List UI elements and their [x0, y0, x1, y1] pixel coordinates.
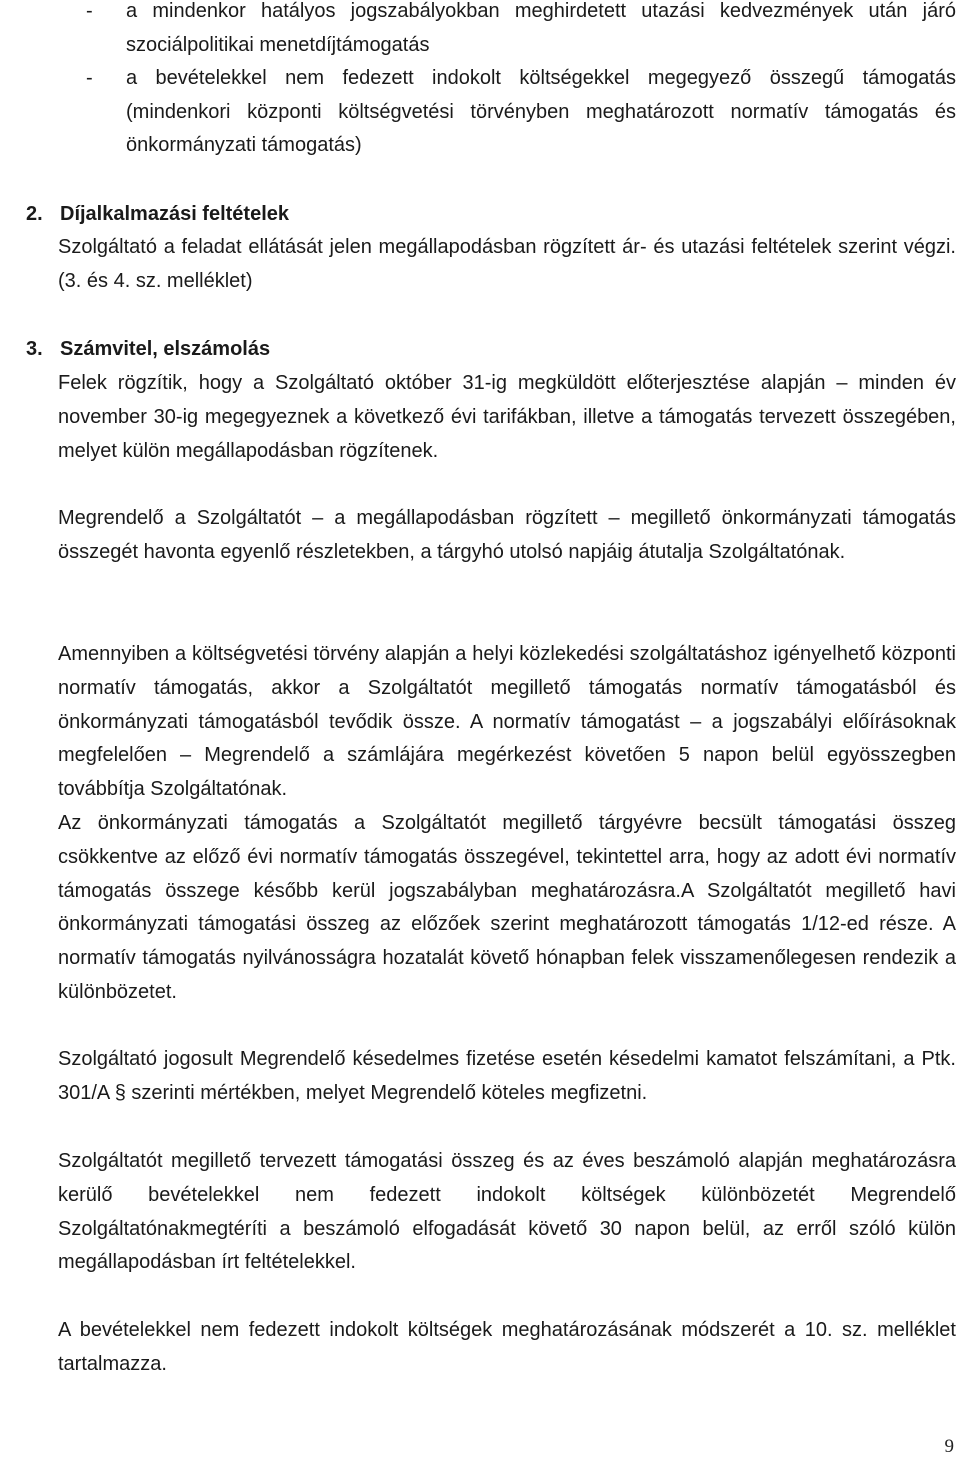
- list-item-text: a mindenkor hatályos jogszabályokban meghirdetett utazási kedvezmények után járó szociálpolitikai menetdíjtámogatás: [126, 0, 956, 56]
- list-item-text: a bevételekkel nem fedezett indokolt költségekkel megegyező összegű támogatás (mindenkori központi költségvetési törvényben meghatározott normatív támogatás és önkormányzati támogatás): [126, 67, 956, 156]
- section-title: Díjalkalmazási feltételek: [60, 203, 290, 225]
- section-number: 3.: [26, 338, 43, 360]
- list-marker: -: [86, 0, 93, 22]
- page-number: 9: [944, 1436, 954, 1457]
- list-item: [86, 0, 956, 62]
- paragraph: Szolgáltatót megillető tervezett támogatási összeg és az éves beszámoló alapján meghatározásra kerülő bevételekkel nem fedezett indokolt költségek különbözetét Megrendelő Szolgáltatónakmegtéríti a beszámoló elfogadását követő 30 napon belül, az erről szóló külön megállapodásban írt feltételekkel.: [58, 1150, 956, 1274]
- paragraph: Felek rögzítik, hogy a Szolgáltató október 31-ig megküldött előterjesztése alapján – minden év november 30-ig megegyeznek a következő évi tarifákban, illetve a támogatás tervezett összegében, melyet külön megállapodásban rögzítenek.: [58, 372, 956, 462]
- list-item: [86, 62, 956, 163]
- dash-list: [86, 0, 956, 163]
- paragraph: Szolgáltató jogosult Megrendelő késedelmes fizetése esetén késedelmi kamatot felszámítani, a Ptk. 301/A § szerinti mértékben, melyet Megrendelő köteles megfizetni.: [58, 1048, 956, 1104]
- paragraph: Szolgáltató a feladat ellátását jelen megállapodásban rögzített ár- és utazási feltételek szerint végzi. (3. és 4. sz. melléklet): [58, 236, 956, 292]
- section-heading: [26, 198, 289, 231]
- section-heading: [26, 333, 270, 366]
- paragraph: A bevételekkel nem fedezett indokolt költségek meghatározásának módszerét a 10. sz. melléklet tartalmazza.: [58, 1319, 956, 1375]
- list-marker: -: [86, 67, 93, 89]
- paragraph: Az önkormányzati támogatás a Szolgáltatót megillető tárgyévre becsült támogatási összeg csökkentve az előző évi normatív támogatás összegével, tekintettel arra, hogy az adott évi normatív támogatás összege később kerül jogszabályban meghatározásra.A Szolgáltatót megillető havi önkormányzati támogatási összeg az előzőek szerint meghatározott támogatás 1/12-ed része. A normatív támogatás nyilvánosságra hozatalát követő hónapban felek visszamenőlegesen rendezik a különbözetet.: [58, 812, 956, 1003]
- section-number: 2.: [26, 203, 43, 225]
- section-title: Számvitel, elszámolás: [60, 338, 271, 360]
- paragraph: Amennyiben a költségvetési törvény alapján a helyi közlekedési szolgáltatáshoz igényelhető központi normatív támogatás, akkor a Szolgáltatót megillető támogatás normatív támogatásból és önkormányzati támogatásból tevődik össze. A normatív támogatást – a jogszabályi előírásoknak megfelelően – Megrendelő a számlájára megérkezést követően 5 napon belül egyösszegben továbbítja Szolgáltatónak.: [58, 643, 956, 801]
- paragraph: Megrendelő a Szolgáltatót – a megállapodásban rögzített – megillető önkormányzati támogatás összegét havonta egyenlő részletekben, a tárgyhó utolsó napjáig átutalja Szolgáltatónak.: [58, 507, 956, 563]
